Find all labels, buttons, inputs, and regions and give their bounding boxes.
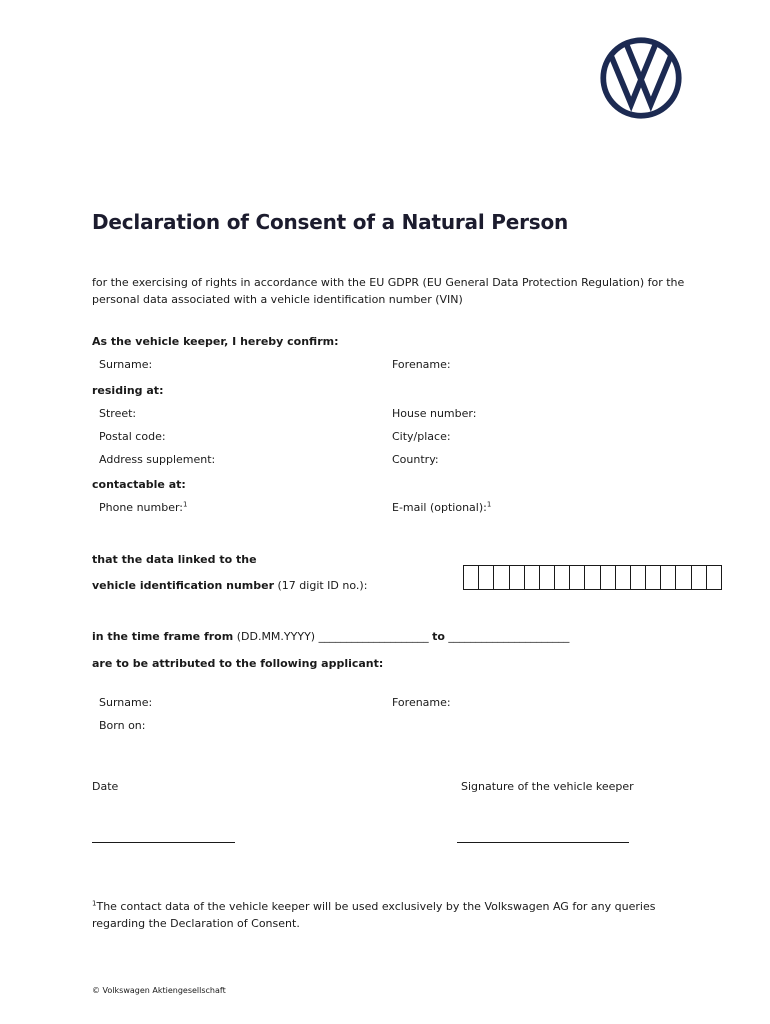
vin-cell[interactable] <box>601 566 616 589</box>
keeper-surname-label: Surname: <box>99 358 153 371</box>
email-footnote-marker: 1 <box>486 500 492 509</box>
vin-cell[interactable] <box>661 566 676 589</box>
date-label: Date <box>92 780 119 793</box>
footnote-line2: regarding the Declaration of Consent. <box>92 917 300 930</box>
page-title: Declaration of Consent of a Natural Person <box>92 210 569 234</box>
vin-cell[interactable] <box>616 566 631 589</box>
email-label: E-mail (optional):$^1$ <box>392 500 492 514</box>
country-label: Country: <box>392 453 439 466</box>
vin-cell[interactable] <box>707 566 721 589</box>
footnote-marker: 1 <box>92 899 97 908</box>
keeper-heading: As the vehicle keeper, I hereby confirm: <box>92 335 339 348</box>
timeframe-line: in the time frame from (DD.MM.YYYY) ____________________ to ______________________ <box>92 630 570 643</box>
vin-cell[interactable] <box>555 566 570 589</box>
footnote-line1: $^1$The contact data of the vehicle keeper will be used exclusively by the Volkswagen AG for any queries <box>92 899 656 913</box>
postal-code-label: Postal code: <box>99 430 166 443</box>
copyright: © Volkswagen Aktiengesellschaft <box>92 986 226 995</box>
street-label: Street: <box>99 407 137 420</box>
intro-text: for the exercising of rights in accordance with the EU GDPR (EU General Data Protection Regulation) for the personal data associated with a vehicle identification number (VIN) <box>92 276 685 306</box>
vin-cell[interactable] <box>494 566 509 589</box>
vin-intro: that the data linked to the <box>92 553 257 566</box>
phone-label: Phone number:$^1$ <box>99 500 188 514</box>
applicant-born-label: Born on: <box>99 719 146 732</box>
vin-cell[interactable] <box>646 566 661 589</box>
vin-cell[interactable] <box>510 566 525 589</box>
signature-line[interactable] <box>457 842 629 843</box>
applicant-heading: are to be attributed to the following applicant: <box>92 657 384 670</box>
vin-label: vehicle identification number (17 digit ID no.): <box>92 579 368 592</box>
house-number-label: House number: <box>392 407 477 420</box>
city-label: City/place: <box>392 430 451 443</box>
applicant-forename-label: Forename: <box>392 696 451 709</box>
vin-cell[interactable] <box>692 566 707 589</box>
applicant-surname-label: Surname: <box>99 696 153 709</box>
vin-cell[interactable] <box>525 566 540 589</box>
contactable-heading: contactable at: <box>92 478 186 491</box>
residing-heading: residing at: <box>92 384 164 397</box>
vin-cell[interactable] <box>631 566 646 589</box>
address-supplement-label: Address supplement: <box>99 453 216 466</box>
vin-cell[interactable] <box>464 566 479 589</box>
date-line[interactable] <box>92 842 235 843</box>
vin-input-boxes[interactable] <box>463 565 722 590</box>
vin-cell[interactable] <box>479 566 494 589</box>
vin-cell[interactable] <box>570 566 585 589</box>
volkswagen-logo-icon <box>600 37 682 119</box>
vin-cell[interactable] <box>585 566 600 589</box>
signature-label: Signature of the vehicle keeper <box>461 780 634 793</box>
phone-footnote-marker: 1 <box>183 500 188 509</box>
vin-cell[interactable] <box>676 566 691 589</box>
keeper-forename-label: Forename: <box>392 358 451 371</box>
vin-cell[interactable] <box>540 566 555 589</box>
